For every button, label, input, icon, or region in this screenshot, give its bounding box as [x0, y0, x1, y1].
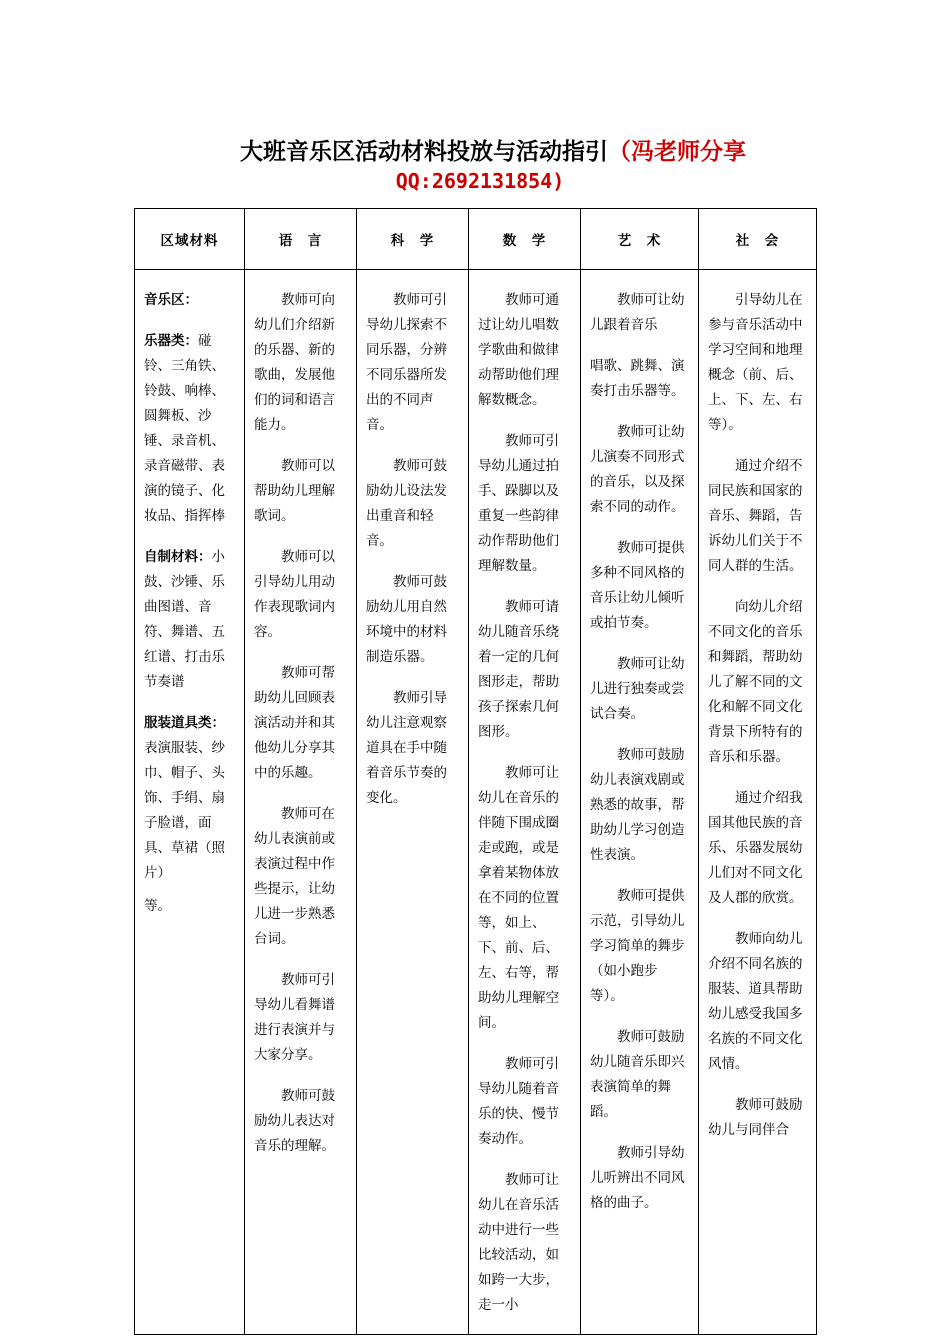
- etc-text: 等。: [144, 898, 171, 914]
- header-science: 科 学: [357, 209, 469, 270]
- society-cell: [699, 270, 817, 1335]
- language-paragraph: 教师可以帮助幼儿理解歌词。: [254, 458, 335, 524]
- content-row: [135, 270, 817, 1335]
- science-cell: [357, 270, 469, 1335]
- language-paragraph: 教师可以引导幼儿用动作表现歌词内容。: [254, 549, 335, 640]
- art-cell: [581, 270, 699, 1335]
- art-paragraph: 教师可让幼儿演奏不同形式的音乐，以及探索不同的动作。: [590, 424, 685, 515]
- language-paragraph: 教师可帮助幼儿回顾表演活动并和其他幼儿分享其中的乐趣。: [254, 665, 335, 781]
- art-paragraph: 唱歌、跳舞、演奏打击乐器等。: [590, 358, 685, 399]
- math-cell: [469, 270, 581, 1335]
- art-paragraph: 教师引导幼儿听辨出不同风格的曲子。: [590, 1145, 685, 1211]
- art-paragraph: 教师可让幼儿进行独奏或尝试合奏。: [590, 656, 685, 722]
- title-main: 大班音乐区活动材料投放与活动指引: [240, 138, 608, 165]
- society-paragraph: 向幼儿介绍不同文化的音乐和舞蹈，帮助幼儿了解不同的文化和解不同文化背景下所特有的音乐和乐器。: [708, 599, 803, 765]
- header-language: 语 言: [245, 209, 357, 270]
- instrument-text: 碰铃、三角铁、铃鼓、响棒、圆舞板、沙锤、录音机、录音磁带、表演的镜子、化妆品、指挥棒: [144, 333, 225, 524]
- society-paragraph: 教师可鼓励幼儿与同伴合: [708, 1097, 803, 1138]
- art-paragraph: 教师可提供示范，引导幼儿学习简单的舞步（如小跑步等）。: [590, 888, 685, 1004]
- instrument-label: 乐器类：: [144, 333, 198, 349]
- homemade-label: 自制材料：: [144, 549, 212, 565]
- header-materials: 区域材料: [135, 209, 245, 270]
- math-paragraph: 教师可让幼儿在音乐的伴随下围成圈走或跑，或是拿着某物体放在不同的位置等，如上、下、前、后、左、右等，帮助幼儿理解空间。: [478, 765, 559, 1031]
- header-math: 数 学: [469, 209, 581, 270]
- area-label: 音乐区：: [144, 292, 198, 308]
- language-paragraph: 教师可向幼儿们介绍新的乐器、新的歌曲，发展他们的词和语言能力。: [254, 292, 335, 433]
- page-title: [0, 138, 950, 194]
- art-paragraph: 教师可鼓励幼儿表演戏剧或熟悉的故事，帮助幼儿学习创造性表演。: [590, 747, 685, 863]
- math-paragraph: 教师可请幼儿随音乐绕着一定的几何图形走，帮助孩子探索几何图形。: [478, 599, 559, 740]
- header-society: 社 会: [699, 209, 817, 270]
- title-note: （冯老师分享: [608, 138, 746, 165]
- science-paragraph: 教师可引导幼儿探索不同乐器，分辨不同乐器所发出的不同声音。: [366, 292, 447, 433]
- math-paragraph: 教师可引导幼儿随着音乐的快、慢节奏动作。: [478, 1056, 559, 1147]
- art-paragraph: 教师可让幼儿跟着音乐: [590, 292, 685, 333]
- language-paragraph: 教师可引导幼儿看舞谱进行表演并与大家分享。: [254, 972, 335, 1063]
- costume-label: 服装道具类：: [144, 715, 225, 731]
- art-paragraph: 教师可提供多种不同风格的音乐让幼儿倾听或拍节奏。: [590, 540, 685, 631]
- math-paragraph: 教师可引导幼儿通过拍手、跺脚以及重复一些韵律动作帮助他们理解数量。: [478, 433, 559, 574]
- homemade-text: 小鼓、沙锤、乐曲图谱、音符、舞谱、五红谱、打击乐节奏谱: [144, 549, 225, 690]
- header-row: [135, 209, 817, 270]
- society-paragraph: 通过介绍我国其他民族的音乐、乐器发展幼儿们对不同文化及人郡的欣赏。: [708, 790, 803, 906]
- language-paragraph: 教师可鼓励幼儿表达对音乐的理解。: [254, 1088, 335, 1154]
- science-paragraph: 教师可鼓励幼儿设法发出重音和轻音。: [366, 458, 447, 549]
- math-paragraph: 教师可让幼儿在音乐活动中进行一些比较活动，如如跨一大步，走一小: [478, 1172, 559, 1313]
- costume-text: 表演服装、纱巾、帽子、头饰、手绢、扇子脸谱，面具、草裙（照片）: [144, 740, 225, 881]
- science-paragraph: 教师可鼓励幼儿用自然环境中的材料制造乐器。: [366, 574, 447, 665]
- title-qq: QQ:2692131854): [395, 169, 565, 193]
- language-paragraph: 教师可在幼儿表演前或表演过程中作些提示，让幼儿进一步熟悉台词。: [254, 806, 335, 947]
- math-paragraph: 教师可通过让幼儿唱数学歌曲和做律动帮助他们理解数概念。: [478, 292, 559, 408]
- art-paragraph: 教师可鼓励幼儿随音乐即兴表演简单的舞蹈。: [590, 1029, 685, 1120]
- header-art: 艺 术: [581, 209, 699, 270]
- language-cell: [245, 270, 357, 1335]
- activity-table: [134, 208, 817, 1335]
- society-paragraph: 引导幼儿在参与音乐活动中学习空间和地理概念（前、后、上、下、左、右等）。: [708, 292, 803, 433]
- science-paragraph: 教师引导幼儿注意观察道具在手中随着音乐节奏的变化。: [366, 690, 447, 806]
- materials-cell: [135, 270, 245, 1335]
- society-paragraph: 通过介绍不同民族和国家的音乐、舞蹈，告诉幼儿们关于不同人群的生活。: [708, 458, 803, 574]
- society-paragraph: 教师向幼儿介绍不同名族的服装、道具帮助幼儿感受我国多名族的不同文化风情。: [708, 931, 803, 1072]
